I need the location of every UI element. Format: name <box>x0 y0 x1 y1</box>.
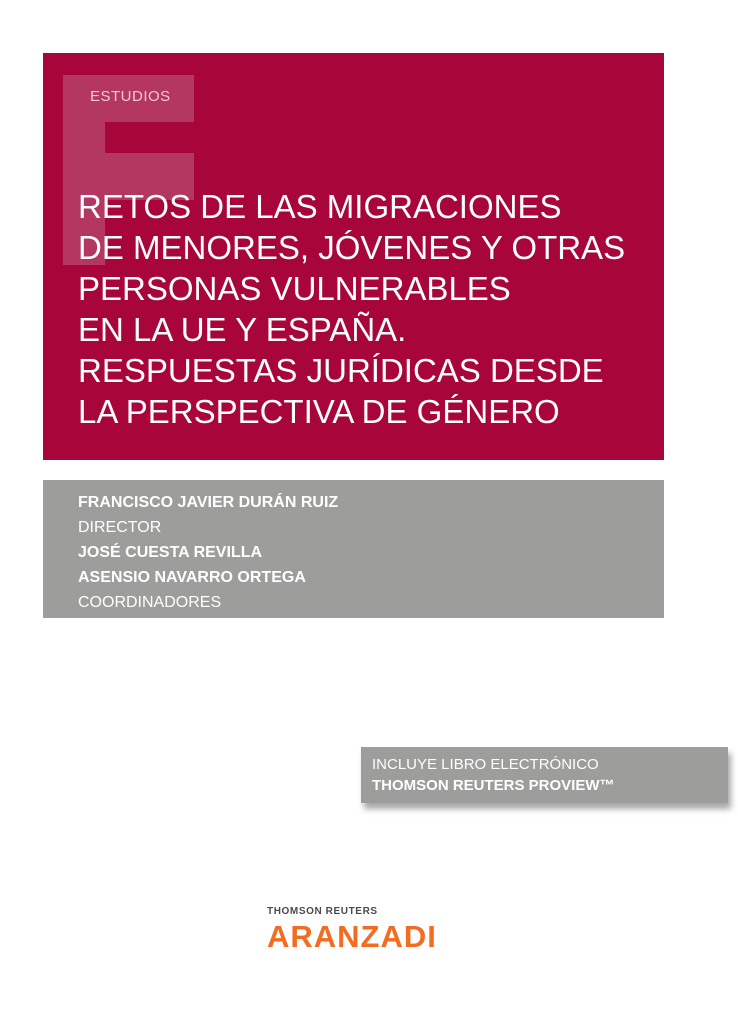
title-line: PERSONAS VULNERABLES <box>78 270 511 307</box>
title-line: DE MENORES, JÓVENES Y OTRAS <box>78 229 626 266</box>
credits-list <box>78 490 338 615</box>
title-line: EN LA UE Y ESPAÑA. <box>78 311 407 348</box>
publisher-brand: ARANZADI <box>267 919 437 954</box>
title-panel <box>43 53 664 460</box>
series-label: ESTUDIOS <box>90 88 171 105</box>
title-line: LA PERSPECTIVA DE GÉNERO <box>78 393 560 430</box>
ebook-badge <box>361 747 728 803</box>
director-role: DIRECTOR <box>78 519 162 536</box>
book-title <box>78 186 658 432</box>
publisher-logo <box>267 906 447 954</box>
director-name: FRANCISCO JAVIER DURÁN RUIZ <box>78 494 339 511</box>
coordinator-name: ASENSIO NAVARRO ORTEGA <box>78 569 306 586</box>
credits-panel <box>43 480 664 618</box>
coordinators-role: COORDINADORES <box>78 594 222 611</box>
ebook-badge-line1: INCLUYE LIBRO ELECTRÓNICO <box>372 756 599 773</box>
title-line: RETOS DE LAS MIGRACIONES <box>78 188 562 225</box>
title-line: RESPUESTAS JURÍDICAS DESDE <box>78 352 604 389</box>
coordinator-name: JOSÉ CUESTA REVILLA <box>78 544 263 561</box>
publisher-group: THOMSON REUTERS <box>267 906 378 917</box>
ebook-badge-line2: THOMSON REUTERS PROVIEW™ <box>372 777 615 794</box>
